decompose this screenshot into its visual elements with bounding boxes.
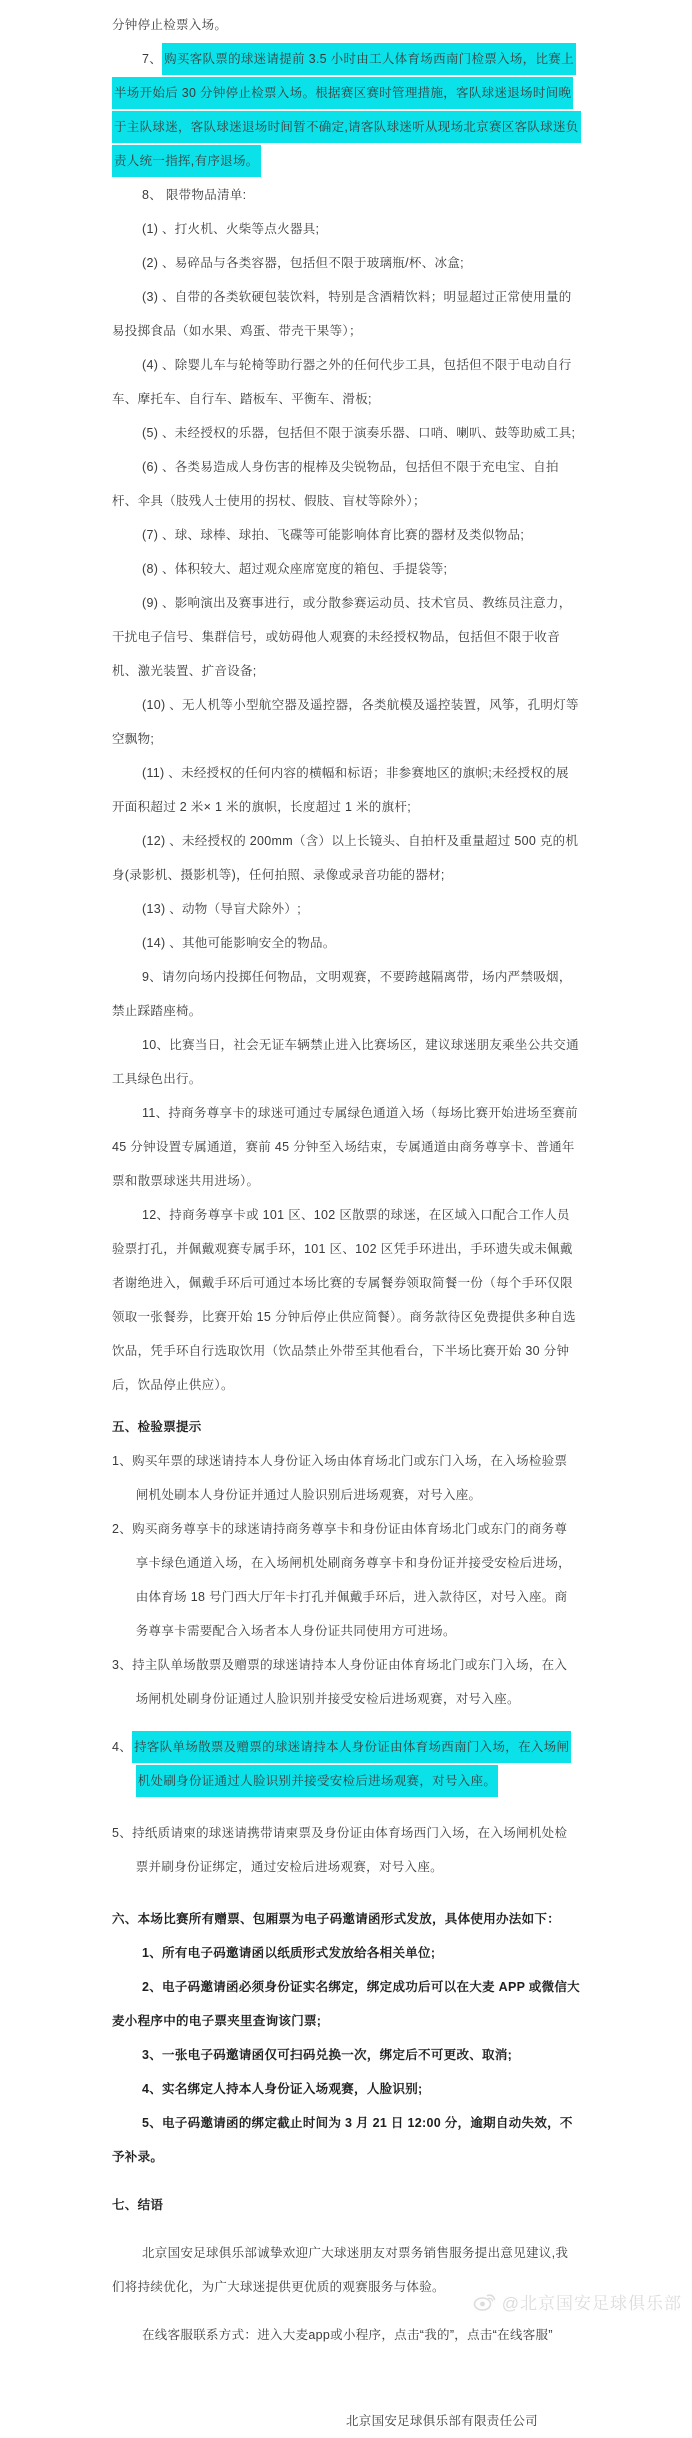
prohibited-item: (3) 、自带的各类软硬包装饮料，特别是含酒精饮料；明显超过正常使用量的易投掷食品（如水果、鸡蛋、带壳干果等）； bbox=[112, 290, 572, 338]
item-number: 5、 bbox=[112, 1826, 133, 1840]
prohibited-item: (12) 、未经授权的 200mm（含）以上长镜头、自拍杆及重量超过 500 克的机身(录影机、摄影机等)，任何拍照、录像或录音功能的器材; bbox=[112, 834, 579, 882]
section-7-heading: 七、结语 bbox=[112, 2198, 164, 2212]
customer-service-line: 在线客服联系方式：进入大麦app或小程序，点击“我的”，点击“在线客服” bbox=[142, 2328, 553, 2342]
notice-item-7 bbox=[112, 42, 580, 178]
ticket-check-item bbox=[112, 1444, 580, 1512]
closing-paragraph: 北京国安足球俱乐部诚挚欢迎广大球迷朋友对票务销售服务提出意见建议,我们将持续优化，为广大球迷提供更优质的观赛服务与体验。 bbox=[112, 2246, 569, 2294]
item-text: 持纸质请柬的球迷请携带请柬票及身份证由体育场西门入场，在入场闸机处检票并刷身份证绑定，通过安检后进场观赛，对号入座。 bbox=[132, 1826, 568, 1874]
company-signature: 北京国安足球俱乐部有限责任公司 bbox=[345, 2414, 538, 2428]
item-number: 1、 bbox=[112, 1454, 133, 1468]
notice-item-10: 10、比赛当日，社会无证车辆禁止进入比赛场区，建议球迷朋友乘坐公共交通工具绿色出行。 bbox=[112, 1038, 579, 1086]
prohibited-item: (7) 、球、球棒、球拍、飞碟等可能影响体育比赛的器材及类似物品; bbox=[142, 528, 525, 542]
item-text: 购买年票的球迷请持本人身份证入场由体育场北门或东门入场，在入场检验票闸机处刷本人身份证并通过人脸识别后进场观赛，对号入座。 bbox=[132, 1454, 568, 1502]
prohibited-item: (2) 、易碎品与各类容器，包括但不限于玻璃瓶/杯、冰盒; bbox=[142, 256, 464, 270]
invitation-rule: 1、所有电子码邀请函以纸质形式发放给各相关单位; bbox=[142, 1946, 436, 1960]
prohibited-item: (9) 、影响演出及赛事进行，或分散参赛运动员、技术官员、教练员注意力，干扰电子信号、集群信号，或妨碍他人观赛的未经授权物品，包括但不限于收音机、激光装置、扩音设备; bbox=[112, 596, 572, 678]
weibo-icon bbox=[473, 2291, 497, 2317]
highlighted-text: 购买客队票的球迷请提前 3.5 小时由工人体育场西南门检票入场，比赛上半场开始后 30 分钟停止检票入场。根据赛区赛时管理措施，客队球迷退场时间晚于主队球迷，客队球迷退场时间暂不确定,请客队球迷听从现场北京赛区客队球迷负责人统一指挥,有序退场。 bbox=[112, 43, 581, 177]
prohibited-item: (10) 、无人机等小型航空器及遥控器，各类航模及遥控装置，风筝，孔明灯等空飘物; bbox=[112, 698, 579, 746]
prohibited-item: (14) 、其他可能影响安全的物品。 bbox=[142, 936, 336, 950]
prohibited-item: (5) 、未经授权的乐器，包括但不限于演奏乐器、口哨、喇叭、鼓等助威工具; bbox=[142, 426, 576, 440]
watermark-handle: @北京国安足球俱乐部 bbox=[501, 2294, 682, 2313]
item-text: 持主队单场散票及赠票的球迷请持本人身份证由体育场北门或东门入场，在入场闸机处刷身份证通过人脸识别并接受安检后进场观赛，对号入座。 bbox=[132, 1658, 568, 1706]
ticket-check-item-away-highlighted bbox=[112, 1730, 580, 1798]
prohibited-item: (11) 、未经授权的任何内容的横幅和标语；非参赛地区的旗帜;未经授权的展开面积超过 2 米× 1 米的旗帜，长度超过 1 米的旗杆; bbox=[112, 766, 569, 814]
prohibited-item: (8) 、体积较大、超过观众座席宽度的箱包、手提袋等; bbox=[142, 562, 448, 576]
notice-item-8: 8、 限带物品清单: bbox=[142, 188, 247, 202]
ticket-check-item bbox=[112, 1512, 580, 1648]
ticket-check-item bbox=[112, 1648, 580, 1716]
item-number: 4、 bbox=[112, 1740, 133, 1754]
prohibited-item: (1) 、打火机、火柴等点火器具; bbox=[142, 222, 320, 236]
item-number: 7、 bbox=[142, 52, 163, 66]
prohibited-item: (13) 、动物（导盲犬除外）; bbox=[142, 902, 301, 916]
invitation-rule: 5、电子码邀请函的绑定截止时间为 3 月 21 日 12:00 分，逾期自动失效，不予补录。 bbox=[112, 2116, 573, 2164]
invitation-rule: 3、一张电子码邀请函仅可扫码兑换一次，绑定后不可更改、取消; bbox=[142, 2048, 513, 2062]
item-text: 购买商务尊享卡的球迷请持商务尊享卡和身份证由体育场北门或东门的商务尊享卡绿色通道入场，在入场闸机处刷商务尊享卡和身份证并接受安检后进场，由体育场 18 号门西大厅年卡打孔并佩戴手环后，进入款待区，对号入座。商务尊享卡需要配合入场者本人身份证共同使用方可进场。 bbox=[132, 1522, 571, 1638]
invitation-rule: 2、电子码邀请函必须身份证实名绑定，绑定成功后可以在大麦 APP 或微信大麦小程序中的电子票夹里查询该门票; bbox=[112, 1980, 580, 2028]
paragraph-fragment: 分钟停止检票入场。 bbox=[112, 18, 228, 32]
highlighted-text: 持客队单场散票及赠票的球迷请持本人身份证由体育场西南门入场，在入场闸机处刷身份证通过人脸识别并接受安检后进场观赛，对号入座。 bbox=[132, 1731, 571, 1797]
weibo-watermark bbox=[473, 2291, 682, 2317]
item-number: 3、 bbox=[112, 1658, 133, 1672]
item-number: 2、 bbox=[112, 1522, 133, 1536]
ticket-check-item bbox=[112, 1816, 580, 1884]
section-6-heading: 六、本场比赛所有赠票、包厢票为电子码邀请函形式发放，具体使用办法如下： bbox=[112, 1912, 561, 1926]
notice-item-12: 12、持商务尊享卡或 101 区、102 区散票的球迷，在区域入口配合工作人员验票打孔，并佩戴观赛专属手环，101 区、102 区凭手环进出，手环遗失或未佩戴者谢绝进入，佩戴手环后可通过本场比赛的专属餐券领取简餐一份（每个手环仅限领取一张餐券，比赛开始 15 分钟后停止供应简餐）。商务款待区免费提供多种自选饮品，凭手环自行选取饮用（饮品禁止外带至其他看台，下半场比赛开始 30 分钟后，饮品停止供应）。 bbox=[112, 1208, 576, 1392]
notice-item-11: 11、持商务尊享卡的球迷可通过专属绿色通道入场（每场比赛开始进场至赛前 45 分钟设置专属通道，赛前 45 分钟至入场结束，专属通道由商务尊享卡、普通年票和散票球迷共用进场）。 bbox=[112, 1106, 578, 1188]
prohibited-item: (6) 、各类易造成人身伤害的棍棒及尖锐物品，包括但不限于充电宝、自拍杆、伞具（肢残人士使用的拐杖、假肢、盲杖等除外）； bbox=[112, 460, 559, 508]
prohibited-item: (4) 、除婴儿车与轮椅等助行器之外的任何代步工具，包括但不限于电动自行车、摩托车、自行车、踏板车、平衡车、滑板; bbox=[112, 358, 572, 406]
notice-item-9: 9、请勿向场内投掷任何物品，文明观赛，不要跨越隔离带，场内严禁吸烟，禁止踩踏座椅。 bbox=[112, 970, 572, 1018]
section-5-heading: 五、检验票提示 bbox=[112, 1420, 202, 1434]
invitation-rule: 4、实名绑定人持本人身份证入场观赛，人脸识别; bbox=[142, 2082, 423, 2096]
